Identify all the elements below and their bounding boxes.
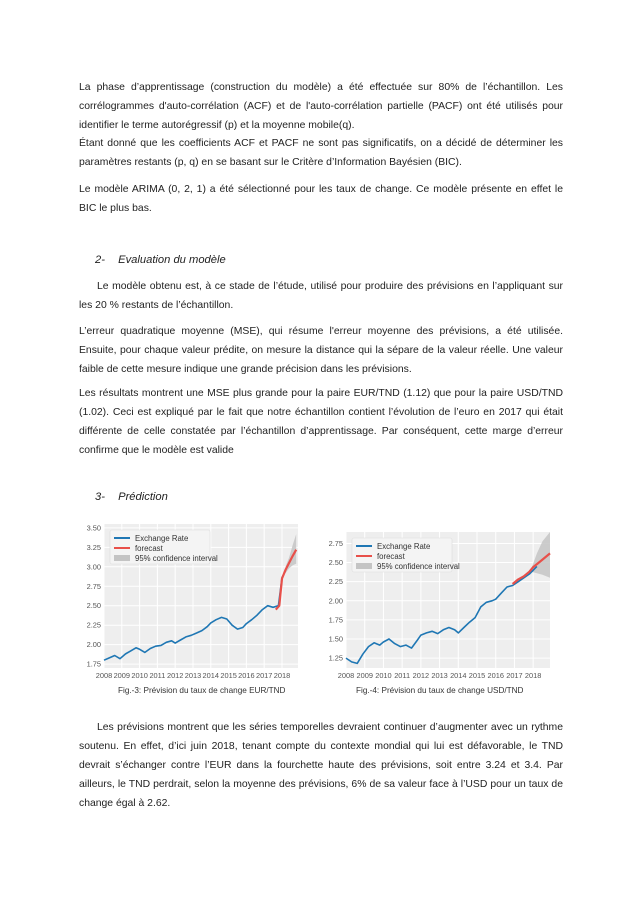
chart-eur-tnd-svg [82, 518, 304, 683]
x-tick-label: 2016 [238, 671, 255, 680]
paragraph-model-application: Le modèle obtenu est, à ce stade de l’étude, utilisé pour produire des prévisions en l’appliquant sur les 20 % restants de l’échantillon. [79, 281, 563, 311]
y-tick-label: 2.00 [328, 596, 343, 606]
section-number: 3- [95, 491, 105, 503]
x-tick-label: 2010 [131, 671, 148, 680]
x-tick-label: 2013 [184, 671, 202, 680]
y-tick-label: 1.75 [328, 615, 343, 625]
paragraph-arima-model: Le modèle ARIMA (0, 2, 1) a été sélectionné pour les taux de change. Ce modèle présente en effet le BIC le plus bas. [79, 184, 563, 214]
x-tick-label: 2010 [375, 671, 392, 680]
x-tick-label: 2009 [356, 671, 373, 680]
y-tick-label: 2.25 [86, 620, 101, 630]
legend-label: forecast [377, 551, 405, 561]
y-tick-label: 3.25 [86, 542, 101, 552]
x-tick-label: 2018 [524, 671, 542, 680]
x-tick-label: 2008 [337, 671, 355, 680]
x-tick-label: 2018 [273, 671, 291, 680]
y-tick-label: 2.25 [328, 577, 343, 587]
chart-usd-tnd-svg [324, 528, 554, 683]
legend-label: 95% confidence interval [135, 553, 218, 563]
y-tick-label: 2.75 [86, 581, 101, 591]
paragraph-training-phase: La phase d’apprentissage (construction du modèle) a été effectuée sur 80% de l’échantillon. Les corrélogrammes d'auto-corrélation (ACF) et de l'auto-corrélation partielle (PACF) ont été utilisés pour identifier le terme autorégressif (p) et la moyenne mobile(q). [79, 82, 563, 131]
x-tick-label: 2017 [506, 671, 523, 680]
x-tick-label: 2013 [431, 671, 448, 680]
section-number: 2- [95, 254, 105, 266]
x-tick-label: 2012 [412, 671, 430, 680]
chart-eur-tnd [82, 518, 304, 683]
legend-label: 95% confidence interval [377, 561, 460, 571]
legend-swatch-confidence-interval [114, 555, 130, 561]
y-tick-label: 2.00 [86, 640, 101, 650]
x-tick-label: 2015 [220, 671, 237, 680]
x-tick-label: 2017 [255, 671, 273, 680]
x-tick-label: 2015 [468, 671, 486, 680]
y-tick-label: 2.75 [328, 538, 343, 548]
y-tick-label: 3.50 [86, 523, 101, 533]
x-tick-label: 2014 [450, 671, 467, 680]
x-tick-label: 2011 [149, 671, 166, 680]
x-tick-label: 2011 [394, 671, 411, 680]
caption-fig3: Fig.-3: Prévision du taux de change EUR/TND [118, 686, 286, 695]
y-tick-label: 2.50 [328, 558, 343, 568]
x-tick-label: 2012 [166, 671, 184, 680]
y-tick-label: 2.50 [86, 601, 101, 611]
legend-label: Exchange Rate [377, 541, 431, 551]
x-tick-label: 2008 [95, 671, 113, 680]
paragraph-mse-results: Les résultats montrent une MSE plus grande pour la paire EUR/TND (1.12) que pour la paire USD/TND (1.02). Ceci est expliqué par le fait que notre échantillon contient l’évolution de l’euro en 2017 qui était différente de celle constatée par l’échantillon d’apprentissage. Par conséquent, cette marge d’erreur confirme que le modèle est valide [79, 388, 563, 456]
paragraph-predictions: Les prévisions montrent que les séries temporelles devraient continuer d’augmenter avec un rythme soutenu. En effet, d’ici juin 2018, tenant compte du contexte mondial qui lui est défavorable, le TND devrait s’échanger contre l’EUR dans la fourchette haute des prévisions, soit entre 3.24 et 3.4. Par ailleurs, le TND perdrait, selon la moyenne des prévisions, 6% de sa valeur face à l’USD pour un taux de change égal à 2.62. [79, 722, 563, 809]
caption-fig4: Fig.-4: Prévision du taux de change USD/TND [356, 686, 524, 695]
paragraph-acf-pacf: Étant donné que les coefficients ACF et PACF ne sont pas significatifs, on a décidé de déterminer les paramètres restants (p, q) en se basant sur le Critère d’Information Bayésien (BIC). [79, 138, 563, 168]
y-tick-label: 1.50 [328, 634, 343, 644]
section-title: Prédiction [118, 491, 168, 503]
legend-swatch-confidence-interval [356, 563, 372, 569]
y-tick-label: 1.25 [328, 653, 343, 663]
paragraph-mse-definition: L’erreur quadratique moyenne (MSE), qui résume l'erreur moyenne des prévisions, a été utilisée. Ensuite, pour chaque valeur prédite, on mesure la distance qui la sépare de la valeur réelle. Une valeur faible de cette mesure indique une grande précision dans les prévisions. [79, 326, 563, 375]
y-tick-label: 1.75 [86, 659, 101, 669]
section-heading-evaluation [95, 254, 226, 266]
x-tick-label: 2016 [487, 671, 504, 680]
chart-usd-tnd [324, 528, 554, 683]
x-tick-label: 2009 [113, 671, 131, 680]
section-title: Evaluation du modèle [118, 254, 226, 266]
x-tick-label: 2014 [202, 671, 220, 680]
y-tick-label: 3.00 [86, 562, 101, 572]
legend-label: forecast [135, 543, 163, 553]
legend-label: Exchange Rate [135, 533, 189, 543]
section-heading-prediction [95, 491, 168, 503]
